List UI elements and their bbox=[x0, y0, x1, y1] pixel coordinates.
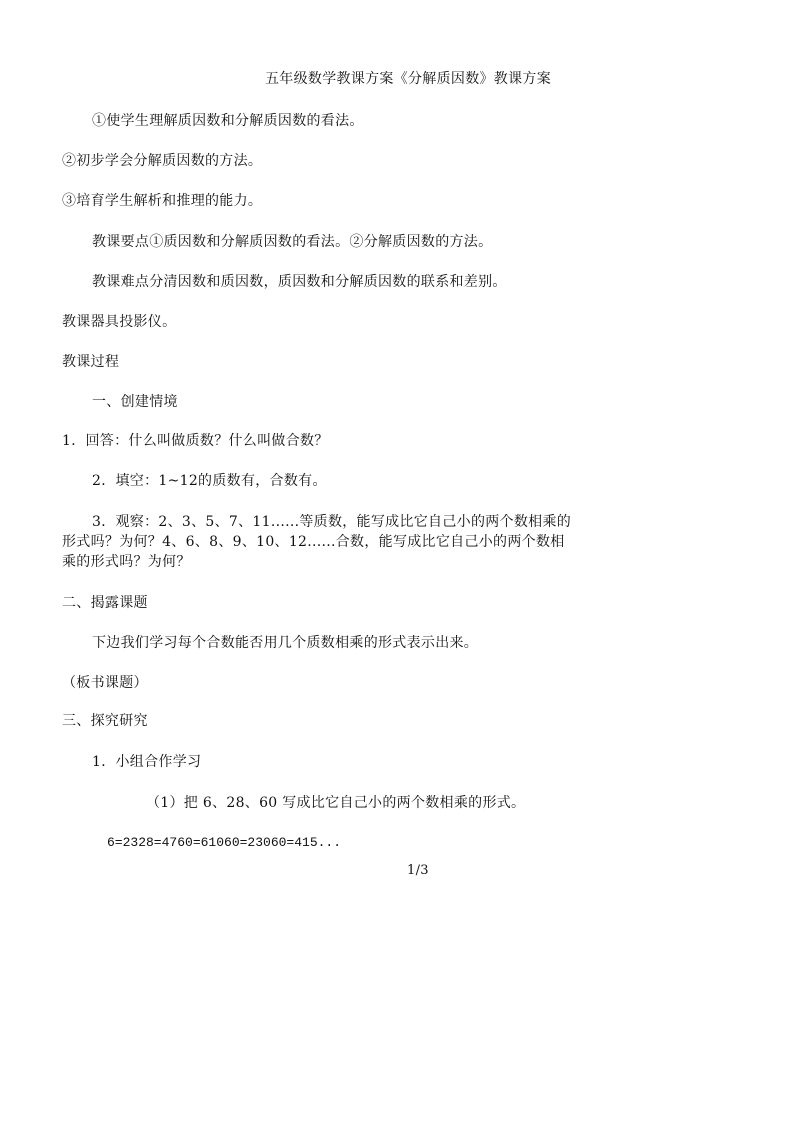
section-2-heading: 二、揭露课题 bbox=[62, 595, 148, 611]
section-3-heading: 三、探究研究 bbox=[62, 713, 148, 729]
item-3-line-1: 3．观察：2、3、5、7、11......等质数，能写成比它自己小的两个数相乘的 bbox=[92, 514, 572, 530]
item-2: 2．填空：1~12的质数有，合数有。 bbox=[92, 473, 327, 489]
key-points: 教课要点①质因数和分解质因数的看法。②分解质因数的方法。 bbox=[92, 234, 493, 250]
item-1: 1．回答：什么叫做质数？什么叫做合数？ bbox=[62, 433, 329, 449]
objective-2: ②初步学会分解质因数的方法。 bbox=[62, 153, 263, 169]
section-2-text: 下边我们学习每个合数能否用几个质数相乘的形式表示出来。 bbox=[92, 635, 479, 651]
page-number: 1/3 bbox=[407, 863, 429, 878]
equation-line: 6=2328=4760=61060=23060=415... bbox=[107, 835, 342, 850]
item-3-line-3: 乘的形式吗？为何？ bbox=[62, 554, 191, 570]
objective-3: ③培育学生解析和推理的能力。 bbox=[62, 193, 263, 209]
document-title: 五年级数学教课方案《分解质因数》教课方案 bbox=[265, 71, 551, 87]
difficulties: 教课难点分清因数和质因数，质因数和分解质因数的联系和差别。 bbox=[92, 274, 507, 290]
small-group-item: 1．小组合作学习 bbox=[92, 754, 202, 770]
equipment: 教课器具投影仪。 bbox=[62, 314, 177, 330]
item-3-line-2: 形式吗？为何？4、6、8、9、10、12......合数，能写成比它自己小的两个数相 bbox=[62, 534, 565, 550]
process-heading: 教课过程 bbox=[62, 354, 120, 370]
board-note: （板书课题） bbox=[62, 675, 148, 691]
sub-item-1: （1）把 6、28、60 写成比它自己小的两个数相乘的形式。 bbox=[146, 795, 526, 811]
section-1-heading: 一、创建情境 bbox=[92, 394, 178, 410]
objective-1: ①使学生理解质因数和分解质因数的看法。 bbox=[92, 113, 364, 129]
